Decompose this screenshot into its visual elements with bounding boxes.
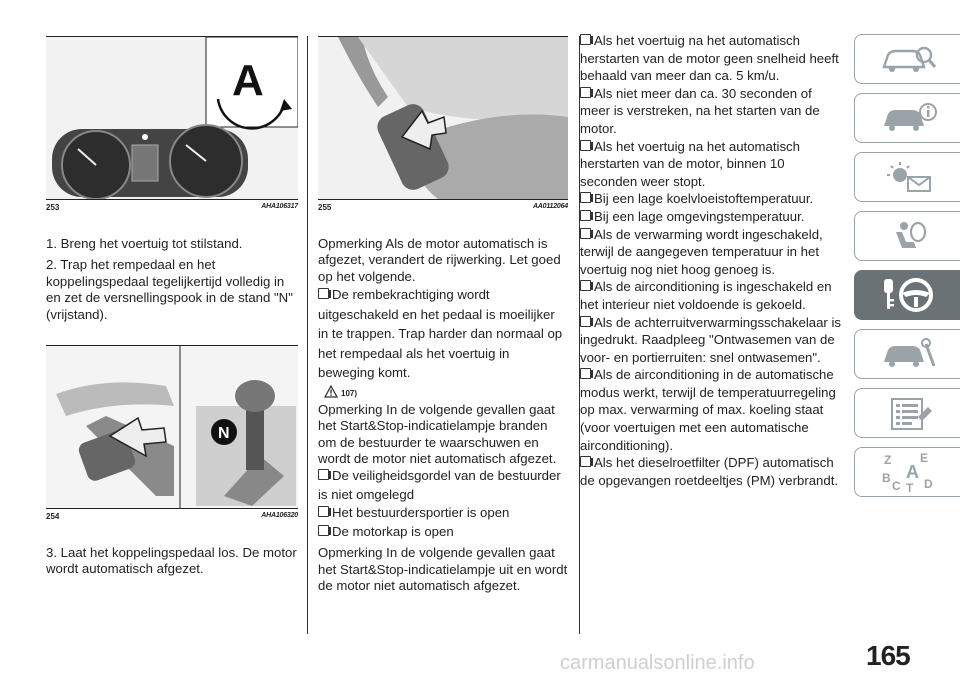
bullet-box-icon (318, 506, 329, 517)
column-divider (307, 36, 308, 634)
svg-text:D: D (923, 477, 933, 491)
bullet-box-icon (318, 288, 329, 299)
warning-lights-icon (878, 159, 938, 195)
column-1 (46, 36, 298, 578)
svg-text:B: B (881, 471, 891, 485)
svg-text:T: T (905, 481, 913, 494)
tab-alphabetical-index[interactable] (854, 447, 960, 497)
list-item: Als het dieselroetfilter (DPF) automatisch de opgevangen roetdeeltjes (PM) verbrandt. (580, 455, 839, 488)
tab-airbag-seat[interactable] (854, 211, 960, 261)
step-2: 2. Trap het rempedaal en het koppelingspedaal tegelijkertijd volledig in en zet de versnellingspook in de stand "N" (vrijstand). (46, 257, 293, 322)
car-search-icon (878, 41, 938, 77)
watermark: carmanualsonline.info (560, 652, 755, 674)
bullet-box-icon (580, 210, 591, 221)
note-2-bullet-list (318, 467, 568, 541)
instrument-cluster-illustration (46, 37, 298, 199)
bullet-box-icon (580, 368, 591, 379)
note-2: Opmerking In de volgende gevallen gaat het Start&Stop-indicatielampje branden om de bestuurder te waarschuwen en wordt de motor niet automatisch afgezet. (318, 401, 557, 466)
warning-triangle-icon (324, 385, 338, 398)
tab-car-service[interactable] (854, 329, 960, 379)
list-item: Als de achterruitverwarmingsschakelaar is ingedrukt. Raadpleeg "Ontwasemen van de voor- en portierruiten: snel ontwasemen". (580, 314, 841, 365)
technical-data-icon (878, 395, 938, 431)
figure-code: AHA106317 (261, 203, 298, 210)
brake-pedal-illustration (318, 37, 568, 199)
tab-car-search[interactable] (854, 34, 960, 84)
column-3 (580, 32, 842, 489)
list-item: De motorkap is open (318, 523, 568, 542)
bullet-box-icon (318, 525, 329, 536)
step-1: 1. Breng het voertuig tot stilstand. (46, 236, 243, 251)
list-item: Als het voertuig na het automatisch herstarten van de motor, binnen 10 seconden weer stopt. (580, 138, 800, 189)
tab-technical-data[interactable] (854, 388, 960, 438)
figure-number: 254 (46, 512, 60, 522)
list-item: De veiligheidsgordel van de bestuurder is niet omgelegd (318, 468, 561, 502)
bullet-box-icon (580, 316, 591, 327)
step-3: 3. Laat het koppelingspedaal los. De motor wordt automatisch afgezet. (46, 545, 297, 577)
gear-label: N (218, 425, 230, 443)
svg-text:Z: Z (883, 453, 891, 467)
bullet-box-icon (580, 228, 591, 239)
note-1-bullet (318, 285, 568, 383)
key-steering-wheel-icon (876, 275, 940, 315)
car-service-icon (878, 336, 938, 372)
callout-letter: A (232, 56, 264, 105)
warning-ref-number: 107) (341, 388, 358, 398)
svg-text:C: C (891, 479, 901, 493)
list-item: Als niet meer dan ca. 30 seconden of meer is verstreken, na het starten van de motor. (580, 85, 820, 136)
bullet-text: De rembekrachtiging wordt uitgeschakeld en het pedaal is moeilijker in te trappen. Trap harder dan normaal op het rempedaal als het voertuig in beweging komt. (318, 287, 563, 381)
svg-text:E: E (919, 451, 928, 465)
list-item: Bij een lage omgevingstemperatuur. (580, 208, 842, 226)
tab-starting-and-driving[interactable] (854, 270, 960, 320)
page-number: 165 (866, 640, 910, 671)
figure-code: AHA106320 (261, 512, 298, 520)
list-item: Als de airconditioning is ingeschakeld en het interieur niet voldoende is gekoeld. (580, 279, 832, 312)
list-item: Als de verwarming wordt ingeschakeld, terwijl de aangegeven temperatuur in het voertuig nog niet hoog genoeg is. (580, 226, 823, 277)
tab-car-info[interactable] (854, 93, 960, 143)
bullet-box-icon (580, 34, 591, 45)
list-item: Het bestuurdersportier is open (318, 504, 568, 523)
figure-number: 253 (46, 203, 60, 212)
figure-253-instrument-cluster (46, 36, 298, 200)
chapter-tabs (854, 34, 960, 506)
figure-caption (46, 512, 298, 521)
car-info-icon (878, 100, 938, 136)
svg-text:A: A (905, 462, 919, 482)
figure-number: 255 (318, 203, 332, 212)
alphabetical-index-icon (876, 450, 940, 494)
figure-caption (46, 203, 298, 212)
column-2 (318, 36, 568, 595)
figure-254-pedal-and-gear (46, 345, 298, 509)
bullet-box-icon (580, 192, 591, 203)
airbag-seat-icon (878, 218, 938, 254)
figure-code: AA0112064 (532, 203, 568, 210)
note-3: Opmerking In de volgende gevallen gaat het Start&Stop-indicatielampje uit en wordt de motor niet automatisch afgezet. (318, 545, 568, 594)
note-1: Opmerking Als de motor automatisch is afgezet, verandert de rijwerking. Let goed op het volgende. (318, 236, 561, 284)
bullet-box-icon (318, 469, 329, 480)
tab-warning-lights[interactable] (854, 152, 960, 202)
list-item: Als de airconditioning in de automatische modus werkt, terwijl de temperatuurregeling op max. verwarming of max. koeling staat (voor voertuigen met een automatische airconditioning). (580, 367, 836, 453)
bullet-box-icon (580, 87, 591, 98)
figure-caption (318, 203, 568, 212)
bullet-box-icon (580, 140, 591, 151)
figure-255-brake-pedal (318, 36, 568, 200)
list-item: Als het voertuig na het automatisch herstarten van de motor geen snelheid heeft behaald van meer dan ca. 5 km/u. (580, 33, 839, 84)
list-item: Bij een lage koelvloeistoftemperatuur. (580, 190, 842, 208)
bullet-box-icon (580, 280, 591, 291)
warning-reference (324, 385, 568, 398)
pedal-gearshift-illustration (46, 346, 298, 508)
bullet-box-icon (580, 456, 591, 467)
